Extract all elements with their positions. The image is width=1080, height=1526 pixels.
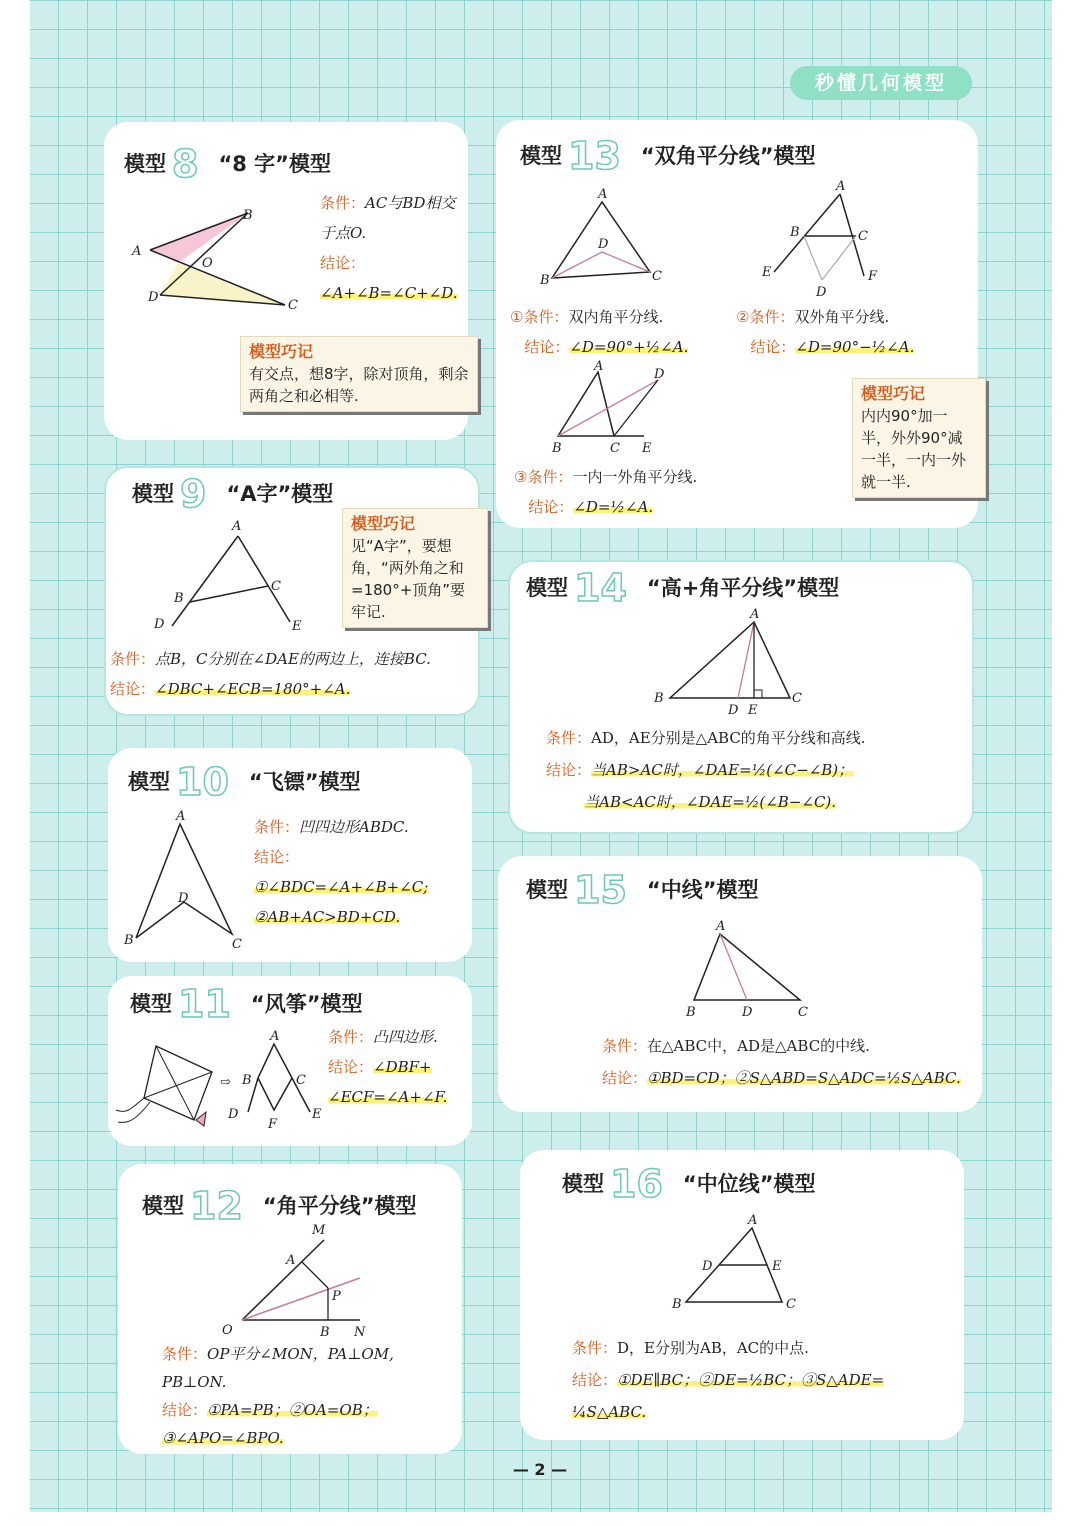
svg-text:N: N	[354, 1325, 366, 1340]
model-14-diagram	[652, 606, 812, 718]
model-8-diagram	[130, 205, 310, 315]
svg-text:E: E	[772, 1259, 782, 1274]
svg-text:C: C	[858, 229, 868, 244]
model-9-tip: 模型巧记 见“A字”，要想角，“两外角之和=180°+顶角”要牢记.	[342, 508, 488, 628]
model-10-diagram	[120, 810, 250, 950]
svg-text:B: B	[552, 441, 562, 456]
svg-text:A: A	[176, 809, 186, 824]
svg-text:P: P	[332, 1289, 341, 1304]
svg-text:B: B	[320, 1325, 330, 1340]
model-12-text: 条件：OP平分∠MON，PA⊥OM, PB⊥ON. 结论：①PA=PB；②OA=OB； ③∠APO=∠BPO.	[162, 1345, 394, 1447]
model-11-diagram	[218, 1030, 328, 1130]
kite-illustration	[116, 1040, 226, 1130]
svg-text:A: A	[232, 519, 242, 534]
svg-text:A: A	[270, 1029, 280, 1044]
svg-text:D: D	[702, 1259, 713, 1274]
model-8-title: 模型 8 “8 字”模型	[124, 142, 331, 186]
svg-text:E: E	[748, 703, 758, 718]
svg-text:C: C	[798, 1005, 808, 1020]
svg-text:D: D	[654, 367, 665, 382]
svg-text:A: A	[598, 187, 608, 202]
model-12-title: 模型 12 “角平分线”模型	[142, 1184, 417, 1228]
svg-text:B: B	[654, 691, 664, 706]
svg-text:O: O	[222, 1323, 233, 1338]
model-16-diagram	[670, 1214, 810, 1314]
svg-text:B: B	[686, 1005, 696, 1020]
svg-text:A: A	[836, 179, 846, 194]
svg-text:A: A	[594, 359, 604, 374]
svg-text:F: F	[868, 269, 878, 284]
page-edge-bottom	[0, 1512, 1080, 1526]
model-13-cond-2: ②条件：双外角平分线. 结论：∠D=90°−½∠A.	[736, 308, 915, 356]
model-10-text: 条件：凹四边形ABDC. 结论： ①∠BDC=∠A+∠B+∠C; ②AB+AC>BD+CD.	[254, 818, 429, 926]
svg-text:E: E	[312, 1107, 322, 1122]
svg-text:B: B	[540, 273, 550, 288]
model-16-text: 条件：D，E分别为AB，AC的中点. 结论：①DE∥BC；②DE=½BC；③S△ADE= ¼S△ABC.	[572, 1339, 885, 1421]
svg-text:⇨: ⇨	[220, 1075, 231, 1090]
svg-text:D: D	[148, 290, 159, 305]
model-13-diagram-2	[760, 180, 890, 300]
svg-text:A: A	[750, 607, 760, 622]
model-14-text: 条件：AD，AE分别是△ABC的角平分线和高线. 结论：当AB>AC时，∠DAE=½(∠C−∠B)； 当AB<AC时，∠DAE=½(∠B−∠C).	[546, 729, 866, 811]
svg-text:B: B	[242, 1073, 252, 1088]
model-12-diagram	[220, 1222, 390, 1338]
model-11-text: 条件：凸四边形. 结论：∠DBF+ ∠ECF=∠A+∠F.	[328, 1028, 448, 1106]
page-edge-right	[1052, 0, 1080, 1526]
model-15-text: 条件：在△ABC中，AD是△ABC的中线. 结论：①BD=CD；②S△ABD=S△ADC=½S△ABC.	[602, 1037, 961, 1087]
svg-text:E: E	[762, 265, 772, 280]
svg-text:D: D	[178, 891, 189, 906]
svg-text:C: C	[271, 579, 281, 594]
svg-text:C: C	[296, 1073, 306, 1088]
svg-text:D: D	[154, 617, 165, 632]
header-tag: 秒懂几何模型	[790, 66, 972, 100]
svg-text:D: D	[728, 703, 739, 718]
model-15-title: 模型 15 “中线”模型	[526, 868, 759, 912]
svg-text:D: D	[228, 1107, 239, 1122]
model-15-diagram	[680, 920, 820, 1020]
model-13-cond-1: ①条件：双内角平分线. 结论：∠D=90°+½∠A.	[510, 308, 689, 356]
model-13-diagram-1	[538, 188, 668, 288]
svg-text:C: C	[610, 441, 620, 456]
svg-text:B: B	[672, 1297, 682, 1312]
svg-text:C: C	[652, 269, 662, 284]
svg-text:B: B	[174, 591, 184, 606]
svg-text:M: M	[312, 1223, 326, 1238]
model-8-tip: 模型巧记 有交点，想8字，除对顶角，剩余两角之和必相等.	[240, 336, 478, 412]
model-13-diagram-3	[548, 359, 678, 458]
svg-text:C: C	[232, 937, 242, 952]
svg-text:C: C	[288, 298, 298, 313]
svg-text:D: D	[598, 237, 609, 252]
model-9-text: 条件：点B，C分别在∠DAE的两边上，连接BC. 结论：∠DBC+∠ECB=180°+∠A.	[110, 650, 431, 698]
page-number: — 2 —	[512, 1460, 568, 1479]
svg-text:B: B	[124, 933, 134, 948]
model-13-title: 模型 13 “双角平分线”模型	[520, 134, 816, 178]
model-13-cond-3: ③条件：一内一外角平分线. 结论：∠D=½∠A.	[514, 468, 698, 516]
svg-text:A: A	[748, 1213, 758, 1228]
model-9-diagram	[150, 518, 320, 633]
svg-text:B: B	[790, 225, 800, 240]
svg-text:D: D	[816, 285, 827, 300]
svg-text:O: O	[202, 256, 213, 271]
svg-text:E: E	[292, 619, 302, 634]
page-edge-left	[0, 0, 30, 1526]
svg-text:E: E	[642, 441, 652, 456]
svg-text:B: B	[243, 208, 253, 223]
model-11-title: 模型 11 “风筝”模型	[130, 982, 363, 1026]
model-13-tip: 模型巧记 内内90°加一半，外外90°减一半，一内一外就一半.	[852, 378, 986, 498]
svg-text:C: C	[792, 691, 802, 706]
svg-text:C: C	[786, 1297, 796, 1312]
model-16-title: 模型 16 “中位线”模型	[562, 1162, 816, 1206]
svg-text:A: A	[286, 1253, 296, 1268]
model-10-title: 模型 10 “飞镖”模型	[128, 760, 361, 804]
svg-text:A: A	[132, 244, 142, 259]
svg-text:A: A	[716, 919, 726, 934]
model-9-title: 模型 9 “A字”模型	[132, 472, 334, 516]
svg-text:F: F	[268, 1117, 278, 1132]
svg-text:D: D	[742, 1005, 753, 1020]
model-8-condition: 条件：AC与BD相交于点O. 结论：∠A+∠B=∠C+∠D.	[320, 194, 458, 302]
model-14-title: 模型 14 “高+角平分线”模型	[526, 566, 840, 610]
